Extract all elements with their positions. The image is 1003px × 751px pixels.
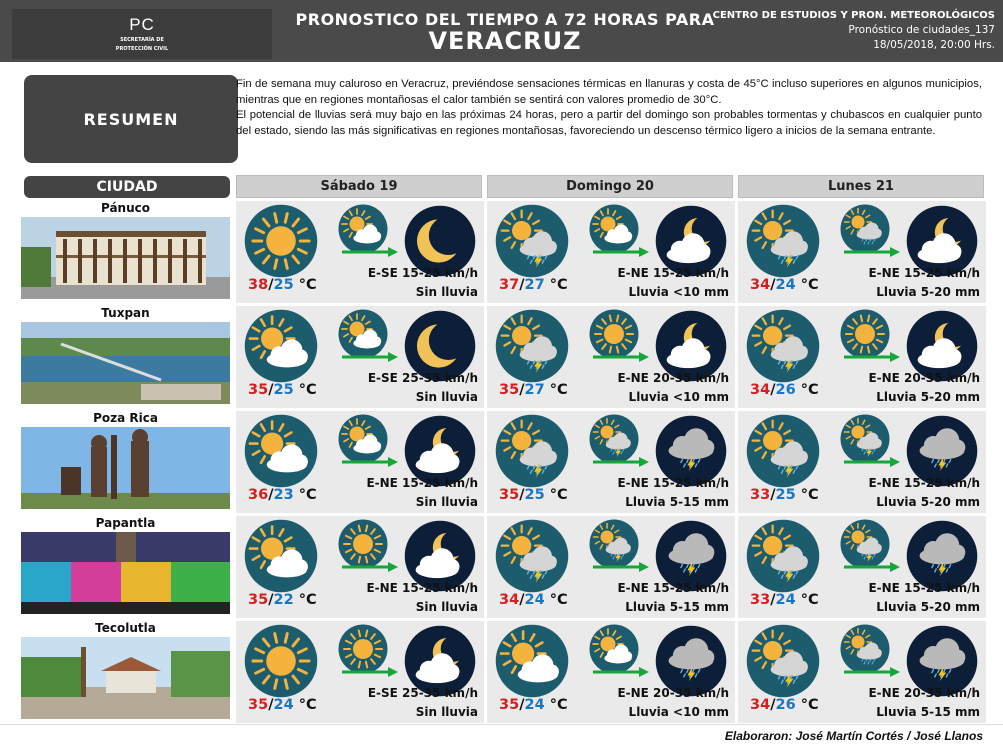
temp-max: 38 [248,277,269,293]
arrow-right-icon [593,561,649,573]
day-header-3: Lunes 21 [738,175,984,198]
temp-unit: °C [800,487,819,503]
wind-value: E-NE 20-35 km/h [868,686,980,700]
forecast-cell [236,516,486,618]
day-header-2: Domingo 20 [487,175,733,198]
wind-rain [368,369,478,407]
forecast-cell [487,621,737,723]
wind-value: E-NE 15-25 km/h [617,476,729,490]
city-column-header: CIUDAD [24,176,230,198]
temp-unit: °C [298,592,317,608]
arrow-right-icon [342,561,398,573]
temperature: 33/24 °C [750,592,819,608]
arrow-right-icon [844,351,900,363]
wind-value: E-SE 25-35 km/h [367,371,478,385]
temp-min: 26 [775,697,796,713]
temp-unit: °C [549,592,568,608]
city-row-3 [21,516,230,614]
temp-min: 26 [775,382,796,398]
temperature: 35/25 °C [499,487,568,503]
arrow-right-icon [593,456,649,468]
arrow-right-icon [342,351,398,363]
temp-unit: °C [800,277,819,293]
rain-value: Sin lluvia [415,285,478,299]
forecast-cell [487,411,737,513]
wind-value: E-SE 15-25 km/h [367,266,478,280]
wind-rain [617,474,729,512]
wind-rain [368,684,478,722]
temp-max: 35 [499,382,520,398]
wind-rain [868,264,980,302]
sun-cloud-storm-icon [746,519,820,593]
temp-min: 22 [273,592,294,608]
rain-value: Sin lluvia [415,600,478,614]
arrow-right-icon [593,666,649,678]
resumen-label: RESUMEN [24,75,238,163]
temp-unit: °C [800,697,819,713]
wind-rain [868,579,980,617]
credits: Elaboraron: José Martín Cortés / José Llanos [724,729,983,743]
sun-icon [244,624,318,698]
city-photo [21,322,230,404]
arrow-right-icon [593,351,649,363]
arrow-right-icon [844,456,900,468]
temp-min: 24 [775,592,796,608]
forecast-cell [236,411,486,513]
temp-min: 27 [524,277,545,293]
temp-min: 27 [524,382,545,398]
forecast-cell [738,516,988,618]
logo-sub1: SECRETARÍA DE [120,37,164,43]
pc-logo [12,9,272,59]
city-photo [21,637,230,719]
forecast-cell [738,411,988,513]
rain-value: Lluvia 5-15 mm [876,705,980,719]
sun-cloud-icon [495,624,569,698]
wind-value: E-NE 15-25 km/h [366,476,478,490]
temp-max: 36 [248,487,269,503]
sun-cloud-storm-icon [746,624,820,698]
product-name: Pronóstico de ciudades_137 [848,24,995,36]
arrow-right-icon [342,246,398,258]
rain-value: Lluvia <10 mm [628,390,729,404]
city-name: Pánuco [21,201,230,217]
city-name: Poza Rica [21,411,230,427]
wind-rain [366,579,478,617]
temp-max: 35 [499,697,520,713]
temp-min: 25 [524,487,545,503]
wind-value: E-NE 20-35 km/h [617,371,729,385]
city-name: Tecolutla [21,621,230,637]
temp-max: 34 [750,697,771,713]
temp-unit: °C [298,382,317,398]
rain-value: Lluvia 5-20 mm [876,285,980,299]
wind-rain [868,369,980,407]
forecast-cell [487,201,737,303]
wind-rain [617,684,729,722]
city-row-1 [21,306,230,404]
wind-rain [868,474,980,512]
temp-max: 35 [248,697,269,713]
wind-rain [368,264,478,302]
temp-min: 24 [524,697,545,713]
wind-rain [617,264,729,302]
header-bar [0,0,1003,62]
rain-value: Lluvia 5-20 mm [876,495,980,509]
temp-max: 34 [750,382,771,398]
wind-rain [868,684,980,722]
temperature: 35/24 °C [248,697,317,713]
temperature: 35/22 °C [248,592,317,608]
rain-value: Lluvia 5-20 mm [876,390,980,404]
sun-cloud-storm-icon [746,414,820,488]
temp-unit: °C [549,277,568,293]
forecast-cell [236,201,486,303]
rain-value: Sin lluvia [415,390,478,404]
temp-max: 37 [499,277,520,293]
title-line2: VERACRUZ [428,27,582,55]
forecast-cell [738,201,988,303]
city-row-0 [21,201,230,299]
rain-value: Sin lluvia [415,495,478,509]
summary-paragraph-2: El potencial de lluvias será muy bajo en las próximas 24 horas, pero a partir del domingo son probables tormentas y chubascos en cualquier punto del estado, siendo las más significativas en regiones montañosas, favoreciendo un descenso térmico ligero a inicios de la semana entrante. [236,109,982,137]
logo-text: PC [129,15,155,34]
forecast-cell [487,306,737,408]
page-title [285,10,725,53]
temp-max: 33 [750,592,771,608]
temp-max: 34 [499,592,520,608]
temp-min: 23 [273,487,294,503]
city-photo [21,427,230,509]
arrow-right-icon [342,456,398,468]
temp-unit: °C [298,697,317,713]
rain-value: Sin lluvia [415,705,478,719]
logo-sub2: PROTECCIÓN CIVIL [115,46,169,52]
summary-text [236,77,982,139]
wind-rain [617,369,729,407]
temp-max: 33 [750,487,771,503]
wind-value: E-NE 15-25 km/h [868,476,980,490]
temp-unit: °C [298,487,317,503]
temp-min: 24 [775,277,796,293]
rain-value: Lluvia <10 mm [628,285,729,299]
temperature: 35/25 °C [248,382,317,398]
forecast-cell [236,306,486,408]
sun-cloud-storm-icon [495,519,569,593]
city-photo [21,532,230,614]
temperature: 33/25 °C [750,487,819,503]
summary-paragraph-1: Fin de semana muy caluroso en Veracruz, previéndose sensaciones térmicas en llanuras y costa de 45°C incluso superiores en algunos municipios, mientras que en regiones montañosas el calor también se sentirá con valores promedio de 30°C. [236,78,982,106]
city-row-2 [21,411,230,509]
sun-cloud-icon [244,414,318,488]
temperature: 34/24 °C [499,592,568,608]
temperature: 37/27 °C [499,277,568,293]
day-header-1: Sábado 19 [236,175,482,198]
wind-value: E-NE 15-25 km/h [868,266,980,280]
temperature: 35/27 °C [499,382,568,398]
wind-rain [366,474,478,512]
rain-value: Lluvia 5-20 mm [876,600,980,614]
city-row-4 [21,621,230,719]
temperature: 34/24 °C [750,277,819,293]
temp-max: 35 [248,592,269,608]
arrow-right-icon [844,246,900,258]
temp-min: 25 [775,487,796,503]
wind-value: E-NE 15-25 km/h [366,581,478,595]
wind-value: E-NE 15-25 km/h [617,266,729,280]
temperature: 34/26 °C [750,382,819,398]
city-name: Tuxpan [21,306,230,322]
city-photo [21,217,230,299]
temp-min: 25 [273,277,294,293]
wind-value: E-NE 15-25 km/h [868,581,980,595]
arrow-right-icon [593,246,649,258]
temp-min: 24 [524,592,545,608]
temperature: 34/26 °C [750,697,819,713]
arrow-right-icon [844,666,900,678]
temperature: 35/24 °C [499,697,568,713]
temp-unit: °C [800,382,819,398]
wind-value: E-NE 20-35 km/h [617,686,729,700]
forecast-cell [236,621,486,723]
temp-min: 24 [273,697,294,713]
forecast-cell [487,516,737,618]
header-meta [713,8,995,53]
temperature: 38/25 °C [248,277,317,293]
temp-max: 35 [499,487,520,503]
arrow-right-icon [844,561,900,573]
rain-value: Lluvia 5-15 mm [625,600,729,614]
sun-cloud-storm-icon [495,414,569,488]
sun-cloud-storm-icon [746,204,820,278]
sun-cloud-storm-icon [495,309,569,383]
city-name: Papantla [21,516,230,532]
sun-cloud-icon [244,519,318,593]
wind-rain [617,579,729,617]
sun-cloud-storm-icon [495,204,569,278]
sun-icon [244,204,318,278]
forecast-cell [738,621,988,723]
temp-unit: °C [549,697,568,713]
temp-unit: °C [549,487,568,503]
title-line1: PRONOSTICO DEL TIEMPO A 72 HORAS PARA [295,10,715,29]
sun-cloud-icon [244,309,318,383]
temp-min: 25 [273,382,294,398]
forecast-cell [738,306,988,408]
wind-value: E-NE 20-35 km/h [868,371,980,385]
arrow-right-icon [342,666,398,678]
sun-cloud-storm-icon [746,309,820,383]
org-name: CENTRO DE ESTUDIOS Y PRON. METEOROLÓGICOS [712,10,995,21]
rain-value: Lluvia <10 mm [628,705,729,719]
rain-value: Lluvia 5-15 mm [625,495,729,509]
temp-unit: °C [800,592,819,608]
temp-max: 34 [750,277,771,293]
wind-value: E-SE 25-35 km/h [367,686,478,700]
temp-unit: °C [298,277,317,293]
issue-datetime: 18/05/2018, 20:00 Hrs. [873,39,995,51]
wind-value: E-NE 15-25 km/h [617,581,729,595]
temp-unit: °C [549,382,568,398]
temperature: 36/23 °C [248,487,317,503]
temp-max: 35 [248,382,269,398]
